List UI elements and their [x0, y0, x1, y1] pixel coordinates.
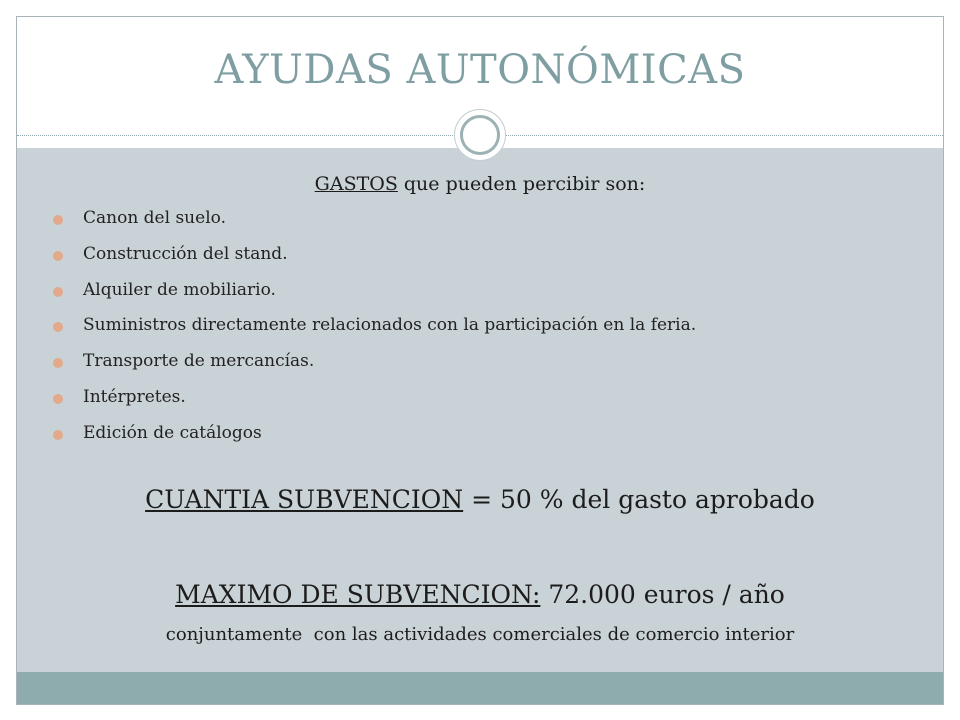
footer-bar [17, 672, 943, 704]
list-item: Edición de catálogos [53, 416, 913, 452]
maximo-value: 72.000 euros / año [540, 580, 785, 609]
slide-frame [16, 16, 944, 705]
list-item: Intérpretes. [53, 380, 913, 416]
cuantia-line [17, 485, 943, 514]
slide-title: AYUDAS AUTONÓMICAS [214, 47, 746, 93]
maximo-line [17, 580, 943, 609]
gastos-heading-rest: que pueden percibir son: [397, 173, 646, 195]
cuantia-value: = 50 % del gasto aprobado [463, 485, 815, 514]
gastos-heading [17, 173, 943, 195]
gastos-label: GASTOS [314, 173, 398, 195]
cuantia-label: CUANTIA SUBVENCION [145, 485, 464, 514]
list-item: Transporte de mercancías. [53, 344, 913, 380]
gastos-list [53, 201, 913, 452]
maximo-label: MAXIMO DE SUBVENCION: [175, 580, 541, 609]
circle-ornament-icon [454, 109, 506, 161]
maximo-note: conjuntamente con las actividades comerciales de comercio interior [165, 624, 795, 645]
list-item: Alquiler de mobiliario. [53, 273, 913, 309]
list-item: Suministros directamente relacionados con la participación en la feria. [53, 308, 913, 344]
list-item: Canon del suelo. [53, 201, 913, 237]
list-item: Construcción del stand. [53, 237, 913, 273]
